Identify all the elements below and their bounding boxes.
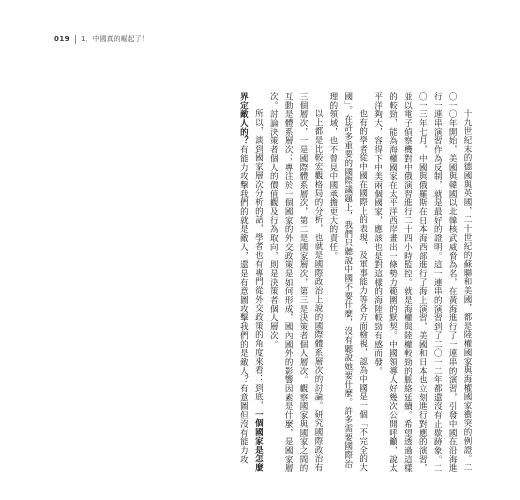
- paragraph: [265, 92, 325, 477]
- emphasis-text: 一個國家是怎麼界定敵人的？: [238, 92, 264, 472]
- paragraph-text: 所以，談到國家層次分析的話，學者也有專門從外交政策的角度來看：到底，: [253, 109, 264, 410]
- header-divider: [75, 35, 76, 44]
- paragraph-text: 有能力攻擊我們的就是敵人，還是有意圖攻擊我們的是敵人？有意圖但沒有能力攻: [238, 145, 249, 464]
- paragraph-text: 也有的學者從中國在國際上的表現，及軍事能力等各方面檢視，認為中國是一個「不完全的大國」。在許多重要的國際議題上，我們只聽說中國不要什麼，沒有聽說她要什麼。許多需要國際治理的領域，也不曾見中國承擔更大的責任。: [327, 92, 368, 472]
- paragraph: [370, 92, 474, 477]
- paragraph: [325, 92, 370, 477]
- paragraph-text: 十九世紀末的德國與英國，二十世紀的蘇聯和美國，都是陸權國家與海權國家衝突的例證。二〇一〇年開始，美國與韓國以北韓核武威脅為名，在黃海進行了一連串的演習，引發中國在沿海進行一連串演習作為反制，就是最好的證明。這一連串的演習到了二〇一二年都還沒有止歇跡象。二〇一三年七月，中國與俄羅斯在日本海西部進行了海上演習，美國和日本也立刻進行對應的演習，並以電子偵察機對中俄演習進行二十四小時監控。就是海權與陸權較勁的脈絡延續。希望透過這樣的較勁，能為海權國家在太平洋西岸畫出一條勢力範圍的默契。中國領導人好幾次公開呼籲，說太平洋夠大，容得下中美兩個國家，應該也是對這樣的海陸較勁有感而發。: [372, 92, 472, 473]
- paragraph-text: 以上都是比較宏觀格局的分析，也就是國際政治上說的國際體系層次的討論。研究國際政治有三個層次，一是國際體系層次，第二是國家層次，第三是決策者個人層次。觀察國家與國家之間的互動是體系層次；專注於一個國家的外交政策是如何形成，國內國外的影響因素是什麼，是國家層次。討論決策者個人的價值觀及行為取向，則是決策者個人層次。: [268, 92, 323, 473]
- chapter-title: 1．中國真的崛起了！: [81, 35, 149, 43]
- body-text: [102, 92, 474, 477]
- page-number: 019: [54, 35, 71, 43]
- paragraph: [236, 92, 266, 477]
- book-page: [54, 34, 476, 474]
- running-header: [54, 34, 149, 44]
